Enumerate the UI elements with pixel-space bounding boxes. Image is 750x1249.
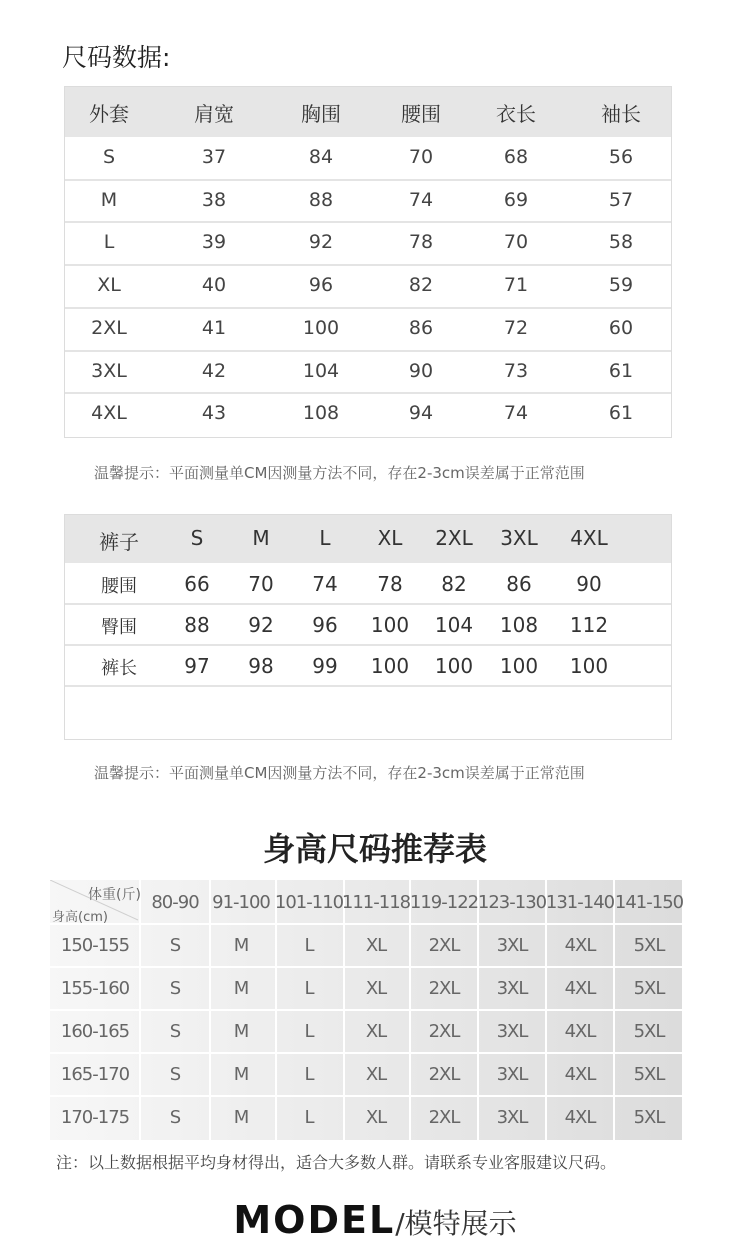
jacket-size-label: XL xyxy=(97,274,121,297)
pants-header-cell: XL xyxy=(377,526,403,550)
jacket-header-cell: 腰围 xyxy=(401,102,441,126)
jacket-table-cell: 86 xyxy=(408,316,434,339)
jacket-table-cell: 59 xyxy=(608,274,634,297)
weight-range-header: 111-118 xyxy=(341,892,411,913)
jacket-table-cell: 74 xyxy=(503,402,529,425)
jacket-table-cell: 108 xyxy=(302,402,340,425)
jacket-table-cell: 58 xyxy=(608,231,634,254)
recommended-size-cell: 3XL xyxy=(496,935,528,956)
pants-table-cell: 100 xyxy=(370,613,410,637)
recommended-size-cell: 3XL xyxy=(496,1021,528,1042)
jacket-header-cell: 胸围 xyxy=(301,102,341,126)
pants-header-cell: 4XL xyxy=(570,526,608,550)
recommended-size-cell: 3XL xyxy=(496,1064,528,1085)
weight-axis-label: 体重(斤) xyxy=(88,887,141,903)
jacket-size-label: L xyxy=(103,231,115,254)
jacket-table-cell: 92 xyxy=(308,231,334,254)
jacket-table-cell: 72 xyxy=(503,316,529,339)
pants-table-cell: 112 xyxy=(569,613,609,637)
pants-measure-label: 腰围 xyxy=(101,576,137,597)
recommended-size-cell: M xyxy=(233,1107,249,1128)
pants-header-cell: 裤子 xyxy=(99,530,139,554)
pants-measure-label: 臀围 xyxy=(101,617,137,638)
jacket-table-cell: 73 xyxy=(503,359,529,382)
pants-header-cell: 3XL xyxy=(500,526,538,550)
height-range-label: 170-175 xyxy=(60,1107,130,1128)
jacket-table-cell: 38 xyxy=(201,188,227,211)
height-range-label: 165-170 xyxy=(60,1064,130,1085)
pants-table-cell: 100 xyxy=(499,654,539,678)
pants-table-cell: 74 xyxy=(312,572,338,596)
pants-table-cell: 70 xyxy=(248,572,274,596)
recommended-size-cell: L xyxy=(304,978,314,999)
recommended-size-cell: XL xyxy=(365,978,387,999)
jacket-size-label: S xyxy=(102,146,116,168)
jacket-table-cell: 68 xyxy=(503,146,529,168)
jacket-header-cell: 肩宽 xyxy=(194,102,234,126)
recommended-size-cell: 5XL xyxy=(633,935,665,956)
height-axis-label: 身高(cm) xyxy=(52,910,108,925)
recommended-size-cell: 2XL xyxy=(428,1107,460,1128)
jacket-table-cell: 78 xyxy=(408,231,434,254)
pants-row-divider xyxy=(65,685,671,687)
recommended-size-cell: 5XL xyxy=(633,1107,665,1128)
height-range-label: 160-165 xyxy=(60,1021,130,1042)
jacket-size-label: 2XL xyxy=(91,316,127,339)
recommended-size-cell: 5XL xyxy=(633,1021,665,1042)
jacket-table-cell: 96 xyxy=(308,274,334,297)
jacket-table-cell: 43 xyxy=(201,402,227,425)
jacket-table-cell: 37 xyxy=(201,146,227,168)
height-range-label: 150-155 xyxy=(60,935,130,956)
recommended-size-cell: 5XL xyxy=(633,978,665,999)
weight-range-header: 80-90 xyxy=(151,892,199,913)
jacket-row-divider xyxy=(65,264,671,266)
pants-table-cell: 66 xyxy=(184,572,210,596)
pants-header-cell: S xyxy=(190,526,204,550)
jacket-table-cell: 82 xyxy=(408,274,434,297)
pants-header-cell: L xyxy=(319,526,331,550)
model-title-cn: 模特展示 xyxy=(404,1207,517,1240)
jacket-size-label: M xyxy=(100,188,118,211)
pants-table-cell: 92 xyxy=(248,613,274,637)
recommended-size-cell: M xyxy=(233,935,249,956)
recommended-size-cell: XL xyxy=(365,1107,387,1128)
size-recommendation-table xyxy=(50,880,682,1140)
jacket-row-divider xyxy=(65,350,671,352)
recommended-size-cell: XL xyxy=(365,935,387,956)
jacket-table-cell: 41 xyxy=(201,316,227,339)
recommended-size-cell: XL xyxy=(365,1064,387,1085)
jacket-header-cell: 外套 xyxy=(89,102,129,126)
pants-table-cell: 86 xyxy=(506,572,532,596)
pants-table-cell: 78 xyxy=(377,572,403,596)
recommended-size-cell: 5XL xyxy=(633,1064,665,1085)
jacket-table-cell: 104 xyxy=(302,359,340,382)
jacket-table-cell: 60 xyxy=(608,316,634,339)
recommended-size-cell: S xyxy=(169,1107,181,1128)
jacket-size-label: 3XL xyxy=(91,359,127,382)
weight-range-header: 141-150 xyxy=(614,892,684,913)
weight-range-header: 131-140 xyxy=(545,892,615,913)
jacket-table-cell: 70 xyxy=(408,146,434,168)
recommended-size-cell: S xyxy=(169,978,181,999)
recommended-size-cell: 4XL xyxy=(564,1107,596,1128)
pants-table-cell: 98 xyxy=(248,654,274,678)
pants-header-cell: 2XL xyxy=(435,526,473,550)
jacket-measure-note: 温馨提示：平面测量单CM因测量方法不同，存在2-3cm误差属于正常范围 xyxy=(94,464,585,482)
recommended-size-cell: L xyxy=(304,1021,314,1042)
jacket-table-cell: 61 xyxy=(608,402,634,425)
pants-table-cell: 100 xyxy=(569,654,609,678)
size-data-heading: 尺码数据: xyxy=(62,43,171,72)
pants-table-cell: 100 xyxy=(434,654,474,678)
height-range-label: 155-160 xyxy=(60,978,130,999)
jacket-table-cell: 70 xyxy=(503,231,529,254)
pants-header-cell: M xyxy=(252,526,270,550)
recommended-size-cell: S xyxy=(169,935,181,956)
recommended-size-cell: 4XL xyxy=(564,1021,596,1042)
jacket-table-cell: 100 xyxy=(302,316,340,339)
weight-range-header: 119-122 xyxy=(409,892,479,913)
pants-table-cell: 88 xyxy=(184,613,210,637)
recommended-size-cell: 4XL xyxy=(564,935,596,956)
recommended-size-cell: S xyxy=(169,1064,181,1085)
jacket-row-divider xyxy=(65,221,671,223)
jacket-table-cell: 74 xyxy=(408,188,434,211)
recommended-size-cell: M xyxy=(233,1021,249,1042)
recommended-size-cell: 2XL xyxy=(428,1021,460,1042)
pants-size-table xyxy=(64,514,672,740)
jacket-table-cell: 84 xyxy=(308,146,334,168)
jacket-row-divider xyxy=(65,179,671,181)
recommended-size-cell: 3XL xyxy=(496,978,528,999)
pants-table-cell: 100 xyxy=(370,654,410,678)
recommended-size-cell: M xyxy=(233,1064,249,1085)
model-title-en: MODEL xyxy=(233,1198,396,1242)
jacket-table-cell: 39 xyxy=(201,231,227,254)
pants-table-cell: 82 xyxy=(441,572,467,596)
pants-measure-label: 裤长 xyxy=(101,658,137,679)
recommended-size-cell: L xyxy=(304,935,314,956)
model-title-separator: / xyxy=(395,1207,405,1240)
jacket-row-divider xyxy=(65,392,671,394)
pants-table-cell: 99 xyxy=(312,654,338,678)
jacket-table-cell: 69 xyxy=(503,188,529,211)
pants-table-cell: 104 xyxy=(434,613,474,637)
jacket-table-cell: 71 xyxy=(503,274,529,297)
pants-measure-note: 温馨提示：平面测量单CM因测量方法不同，存在2-3cm误差属于正常范围 xyxy=(94,764,585,782)
model-section-title xyxy=(0,1198,750,1242)
size-recommendation-title: 身高尺码推荐表 xyxy=(262,830,487,868)
jacket-row-divider xyxy=(65,307,671,309)
pants-row-divider xyxy=(65,603,671,605)
recommended-size-cell: 3XL xyxy=(496,1107,528,1128)
jacket-table-cell: 61 xyxy=(608,359,634,382)
recommended-size-cell: 4XL xyxy=(564,978,596,999)
recommended-size-cell: M xyxy=(233,978,249,999)
jacket-table-cell: 42 xyxy=(201,359,227,382)
pants-table-cell: 108 xyxy=(499,613,539,637)
pants-table-cell: 90 xyxy=(576,572,602,596)
jacket-size-table xyxy=(64,86,672,438)
jacket-table-cell: 88 xyxy=(308,188,334,211)
pants-table-cell: 97 xyxy=(184,654,210,678)
jacket-table-cell: 40 xyxy=(201,274,227,297)
recommended-size-cell: L xyxy=(304,1107,314,1128)
recommended-size-cell: XL xyxy=(365,1021,387,1042)
recommended-size-cell: 2XL xyxy=(428,1064,460,1085)
pants-row-divider xyxy=(65,644,671,646)
weight-range-header: 101-110 xyxy=(274,892,344,913)
pants-table-cell: 96 xyxy=(312,613,338,637)
jacket-header-cell: 袖长 xyxy=(601,102,641,126)
jacket-header-cell: 衣长 xyxy=(496,102,536,126)
weight-range-header: 91-100 xyxy=(212,892,270,913)
recommendation-note: 注：以上数据根据平均身材得出，适合大多数人群。请联系专业客服建议尺码。 xyxy=(56,1153,617,1172)
jacket-table-header xyxy=(65,87,671,137)
jacket-size-label: 4XL xyxy=(91,402,127,425)
recommended-size-cell: 2XL xyxy=(428,935,460,956)
recommended-size-cell: 2XL xyxy=(428,978,460,999)
jacket-table-cell: 56 xyxy=(608,146,634,168)
jacket-table-cell: 94 xyxy=(408,402,434,425)
jacket-table-cell: 90 xyxy=(408,359,434,382)
recommended-size-cell: 4XL xyxy=(564,1064,596,1085)
recommended-size-cell: L xyxy=(304,1064,314,1085)
recommendation-grid xyxy=(50,880,682,1140)
weight-range-header: 123-130 xyxy=(477,892,547,913)
jacket-table-cell: 57 xyxy=(608,188,634,211)
recommended-size-cell: S xyxy=(169,1021,181,1042)
